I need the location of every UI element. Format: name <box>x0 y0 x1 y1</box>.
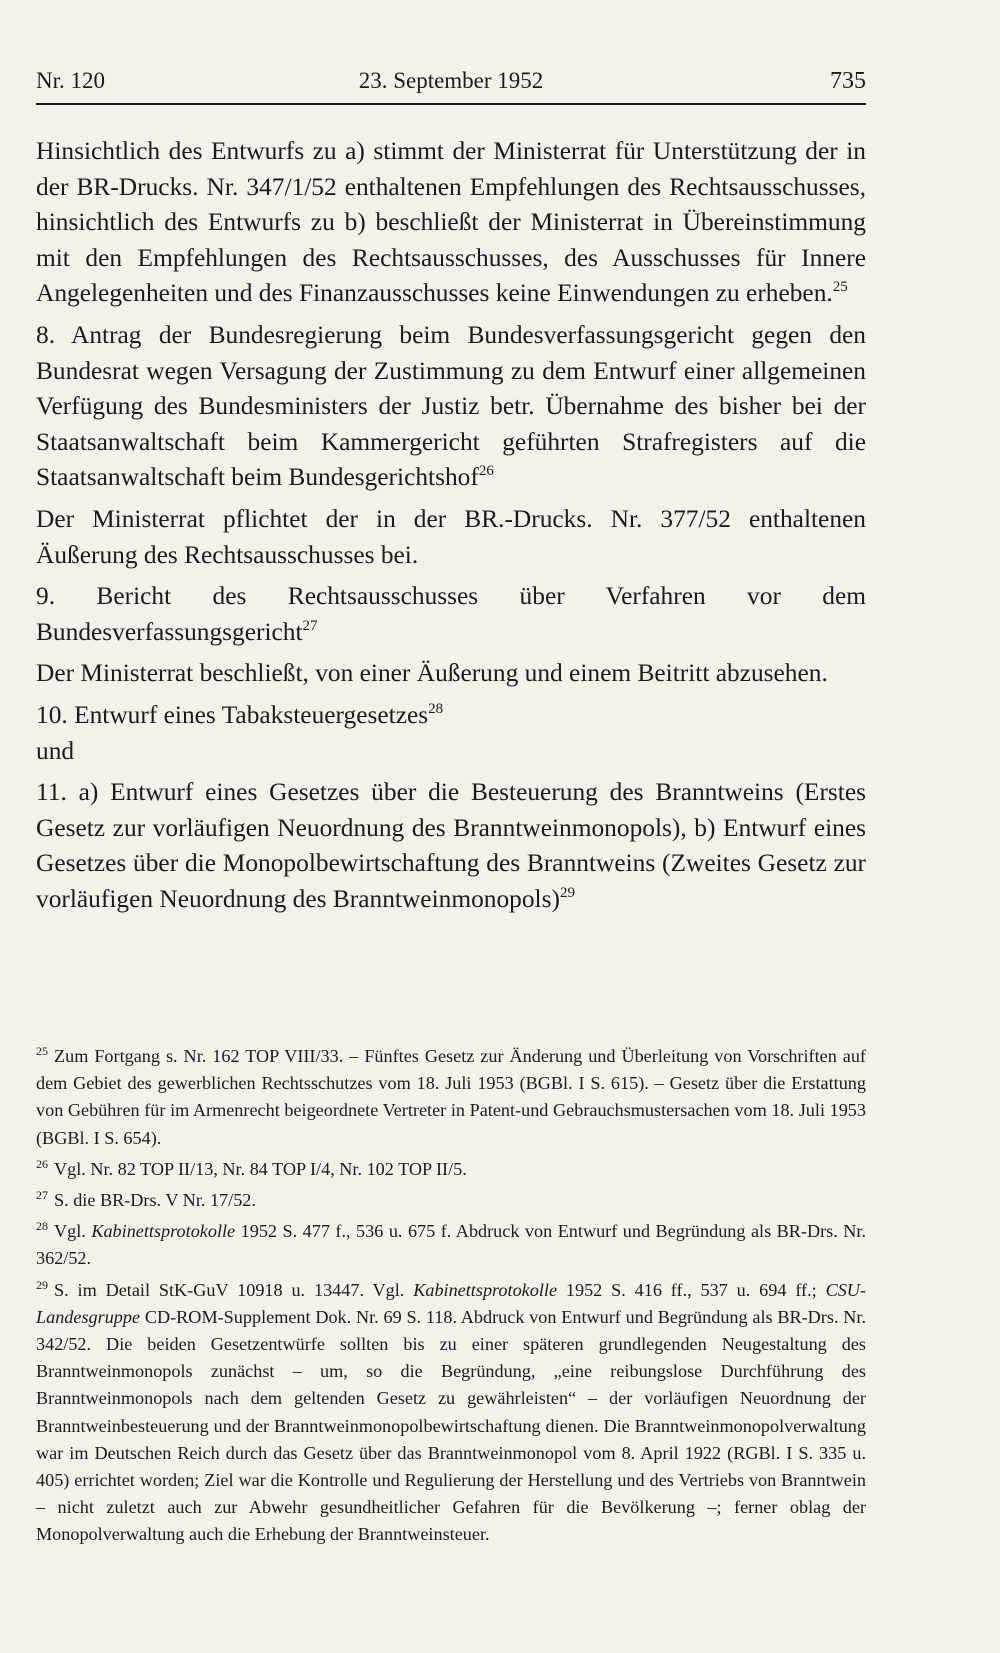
footnote-text: S. die BR-Drs. V Nr. 17/52. <box>54 1190 256 1211</box>
footnote-ref: 26 <box>478 463 494 480</box>
agenda-item-text: 11. a) Entwurf eines Gesetzes über die Besteuerung des Branntweins (Erstes Gesetz zur vorläufigen Neuordnung des Branntweinmonopols), b) Entwurf eines Gesetzes über die Monopolbewirtschaftung des Branntweins (Zweites Gesetz zur vorläufigen Neuordnung des Branntweinmonopols) <box>36 778 866 913</box>
header-rule <box>36 103 866 105</box>
footnotes <box>36 1043 866 1553</box>
footnote-number: 28 <box>36 1219 48 1234</box>
agenda-item-text: 10. Entwurf eines Tabaksteuergesetzes <box>36 700 429 729</box>
footnote-text: Vgl. Nr. 82 TOP II/13, Nr. 84 TOP I/4, Nr. 102 TOP II/5. <box>54 1158 467 1179</box>
paragraph <box>36 134 866 312</box>
footnote-text: Vgl. <box>54 1221 92 1242</box>
agenda-item-text: 9. Bericht des Rechtsausschusses über Verfahren vor dem Bundesverfassungsgericht <box>36 582 866 646</box>
footnote-ref: 28 <box>428 700 444 717</box>
footnote-italic: CSU-Landesgruppe <box>36 1279 866 1327</box>
footnote-italic: Kabinettsprotokolle <box>91 1221 236 1242</box>
footnote-29 <box>36 1277 866 1549</box>
conjunction-text: und <box>36 736 75 765</box>
footnote-ref: 25 <box>832 279 848 296</box>
footnote-text: S. im Detail StK-GuV 10918 u. 13447. Vgl. <box>54 1279 414 1300</box>
footnote-number: 26 <box>36 1156 48 1171</box>
footnote-text: Zum Fortgang s. Nr. 162 TOP VIII/33. – Fünftes Gesetz zur Änderung und Überleitung von Vorschriften auf dem Gebiet des gewerblichen Rechtsschutzes vom 18. Juli 1953 (BGBl. I S. 615). – Gesetz über die Erstattung von Gebühren für im Armenrecht beigeordnete Vertreter in Patent-und Gebrauchsmustersachen vom 18. Juli 1953 (BGBl. I S. 654). <box>36 1046 866 1148</box>
footnote-27 <box>36 1187 866 1214</box>
header-date: 23. September 1952 <box>358 68 544 93</box>
footnote-ref: 29 <box>559 884 575 901</box>
footnote-number: 29 <box>36 1277 48 1292</box>
agenda-item-8 <box>36 318 866 496</box>
agenda-item-10 <box>36 698 866 734</box>
footnote-number: 27 <box>36 1188 48 1203</box>
footnote-28 <box>36 1218 866 1272</box>
footnote-26 <box>36 1156 866 1183</box>
main-text <box>36 134 866 917</box>
agenda-item-9 <box>36 579 866 650</box>
header-number: Nr. 120 <box>36 68 105 93</box>
agenda-item-text: 8. Antrag der Bundesregierung beim Bundesverfassungsgericht gegen den Bundesrat wegen Versagung der Zustimmung zu dem Entwurf einer allgemeinen Verfügung des Bundesministers der Justiz betr. Übernahme des bisher bei der Staatsanwaltschaft beim Kammergericht geführten Strafregisters auf die Staatsanwaltschaft beim Bundesgerichtshof <box>36 320 866 492</box>
footnote-25 <box>36 1043 866 1152</box>
footnote-number: 25 <box>36 1044 48 1058</box>
resolution-text: Der Ministerrat pflichtet der in der BR.-Drucks. Nr. 377/52 enthaltenen Äußerung des Rechtsausschusses bei. <box>36 504 866 569</box>
footnote-text: 1952 S. 416 ff., 537 u. 694 ff.; <box>557 1279 826 1300</box>
footnote-text: 1952 S. 477 f., 536 u. 675 f. Abdruck von Entwurf und Begründung als BR-Drs. Nr. 362/52. <box>36 1221 867 1269</box>
resolution-text: Der Ministerrat beschließt, von einer Äußerung und einem Beitritt abzusehen. <box>36 659 828 688</box>
agenda-item-11 <box>36 775 866 917</box>
running-header <box>36 64 866 98</box>
footnote-ref: 27 <box>302 617 318 634</box>
footnote-italic: Kabinettsprotokolle <box>413 1279 558 1300</box>
footnote-text: CD-ROM-Supplement Dok. Nr. 69 S. 118. Abdruck von Entwurf und Begründung als BR-Drs. Nr. 342/52. Die beiden Gesetzentwürfe sollten bis zu einer späteren grundlegenden Neugestaltung des Branntweinmonopols zunächst – um, so die Begründung, „eine reibungslose Durchführung des Branntweinmonopols nach dem geltenden Gesetz zu gewährleisten“ – der vorläufigen Neuordnung der Branntweinbesteuerung und der Branntweinmonopolbewirtschaftung dienen. Die Branntweinmonopolverwaltung war im Deutschen Reich durch das Gesetz über das Branntweinmonopol vom 8. April 1922 (RGBl. I S. 335 u. 405) errichtet worden; Ziel war die Kontrolle und Regulierung der Herstellung und des Vertriebs von Branntwein – nicht zuletzt auch zur Abwehr gesundheitlicher Gefahren für die Bevölkerung –; ferner oblag der Monopolverwaltung auch die Erhebung der Branntweinsteuer. <box>36 1306 866 1545</box>
page-number: 735 <box>830 68 866 94</box>
paragraph-text: Hinsichtlich des Entwurfs zu a) stimmt der Ministerrat für Unterstützung der in der BR-Drucks. Nr. 347/1/52 enthaltenen Empfehlungen des Rechtsausschusses, hinsichtlich des Entwurfs zu b) beschließt der Ministerrat in Übereinstimmung mit den Empfehlungen des Rechtsausschusses, des Ausschusses für Innere Angelegenheiten und des Finanzausschusses keine Einwendungen zu erheben. <box>36 137 866 308</box>
